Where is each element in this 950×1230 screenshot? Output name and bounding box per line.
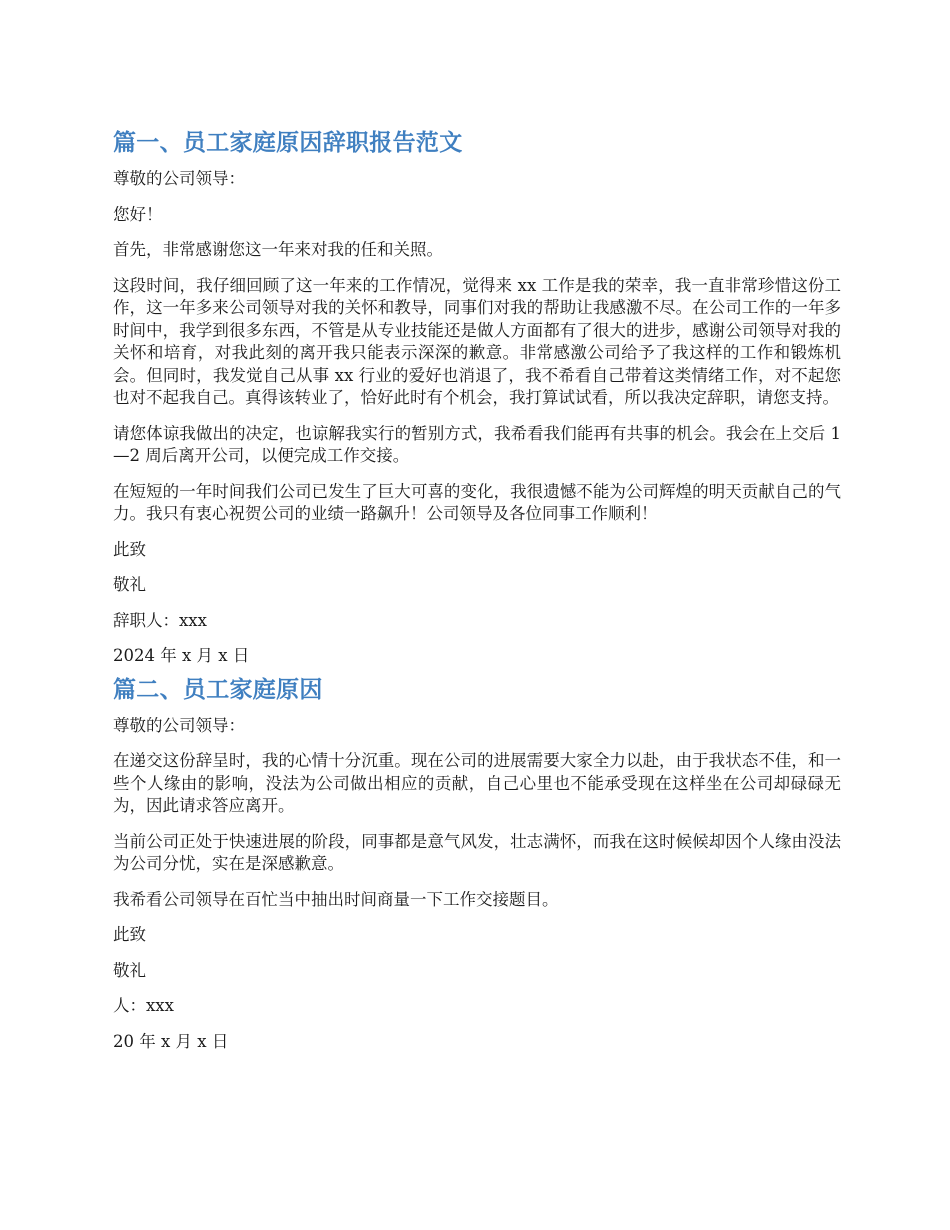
greeting: 您好！ <box>113 204 163 224</box>
body-paragraph: 首先，非常感谢您这一年来对我的任和关照。 <box>113 240 443 259</box>
closing-regards: 敬礼 <box>113 960 146 980</box>
closing-regards: 敬礼 <box>113 575 146 594</box>
date: 20 年 x 月 x 日 <box>113 1031 229 1051</box>
signature: 人：xxx <box>113 996 174 1015</box>
signature: 辞职人：xxx <box>113 610 207 630</box>
document-page <box>113 128 841 1066</box>
section-2-title: 篇二、员工家庭原因 <box>113 676 323 703</box>
salutation: 尊敬的公司领导： <box>113 169 245 188</box>
date: 2024 年 x 月 x 日 <box>113 646 250 665</box>
body-paragraph: 请您体谅我做出的决定，也谅解我实行的暂别方式，我希看我们能再有共事的机会。我会在上交后 1—2 周后离开公司，以便完成工作交接。 <box>113 423 841 465</box>
section-1-title: 篇一、员工家庭原因辞职报告范文 <box>113 130 463 156</box>
body-paragraph: 当前公司正处于快速进展的阶段，同事都是意气风发，壮志满怀，而我在这时候候却因个人缘由没法为公司分忧，实在是深感歉意。 <box>113 831 841 873</box>
salutation: 尊敬的公司领导： <box>113 715 245 735</box>
closing-line: 此致 <box>113 925 146 944</box>
body-paragraph: 我希看公司领导在百忙当中抽出时间商量一下工作交接题目。 <box>113 889 559 909</box>
body-paragraph: 在递交这份辞呈时，我的心情十分沉重。现在公司的进展需要大家全力以赴，由于我状态不佳，和一些个人缘由的影响，没法为公司做出相应的贡献，自己心里也不能承受现在这样坐在公司却碌碌无为，因此请求答应离开。 <box>113 751 841 815</box>
body-paragraph: 在短短的一年时间我们公司已发生了巨大可喜的变化，我很遗憾不能为公司辉煌的明天贡献自己的气力。我只有衷心祝贺公司的业绩一路飙升！公司领导及各位同事工作顺利！ <box>113 481 841 523</box>
body-paragraph: 这段时间，我仔细回顾了这一年来的工作情况，觉得来 xx 工作是我的荣幸，我一直非常珍惜这份工作，这一年多来公司领导对我的关怀和教导，同事们对我的帮助让我感激不尽。在公司工作的一年多时间中，我学到很多东西，不管是从专业技能还是做人方面都有了很大的进步，感谢公司领导对我的关怀和培育，对我此刻的离开我只能表示深深的歉意。非常感激公司给予了我这样的工作和锻炼机会。但同时，我发觉自己从事 xx 行业的爱好也消退了，我不希看自己带着这类情绪工作，对不起您也对不起我自己。真得该转业了，恰好此时有个机会，我打算试试看，所以我决定辞职，请您支持。 <box>113 275 841 407</box>
closing-line: 此致 <box>113 539 146 559</box>
